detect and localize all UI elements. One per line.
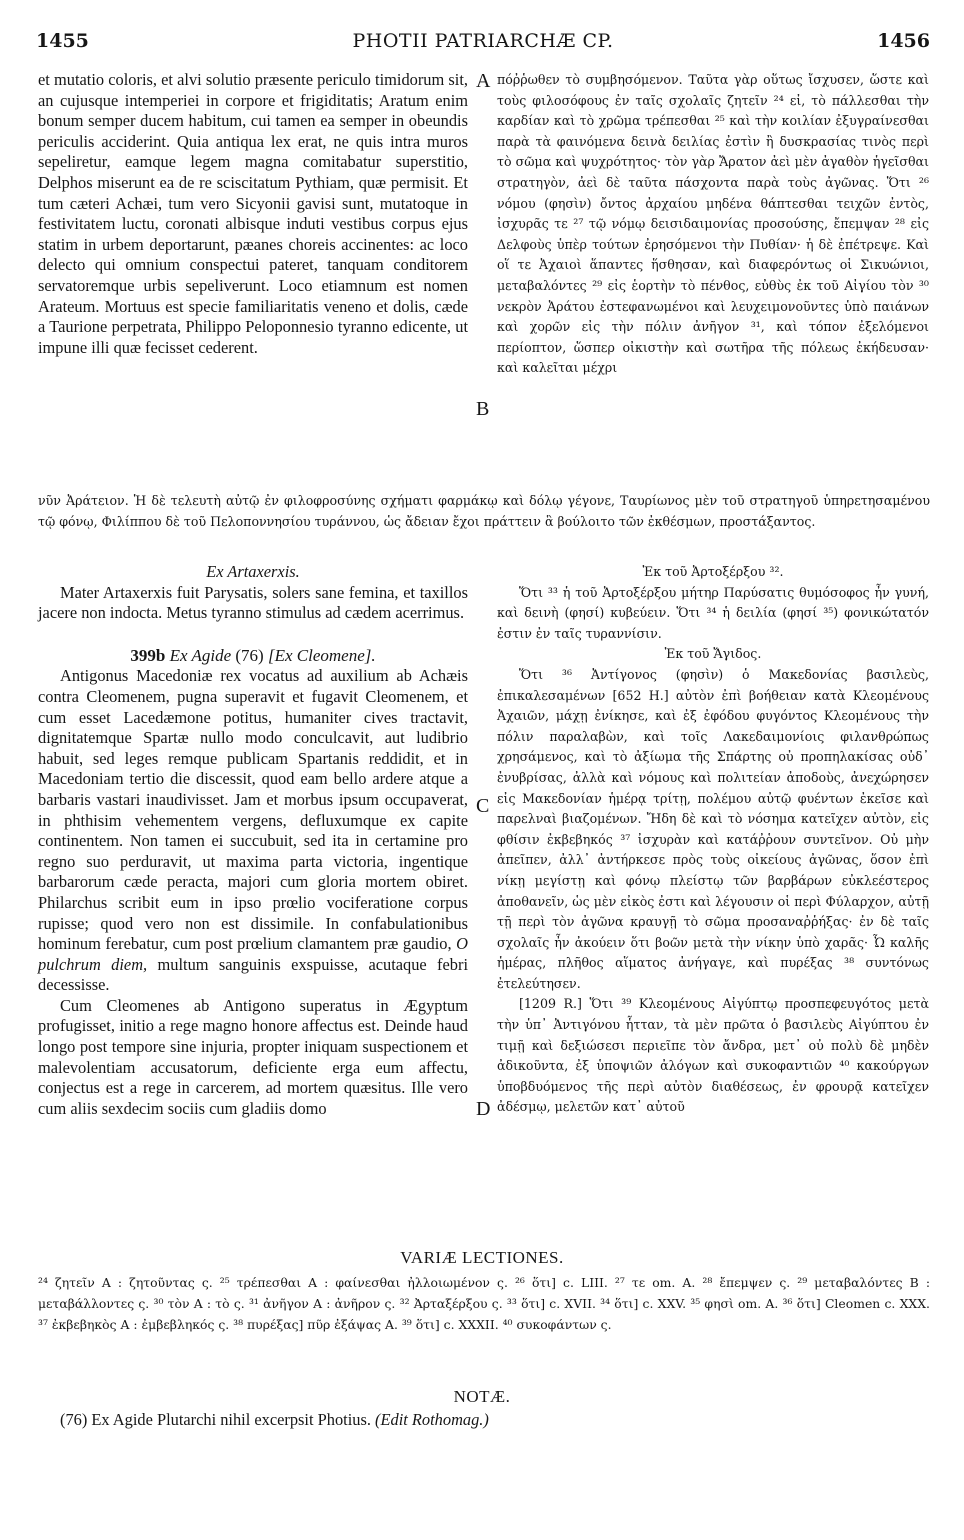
greek-paragraph-parysatis: Ὅτι ³³ ἡ τοῦ Ἀρτοξέρξου μήτηρ Παρύσατις θυμόσοφος ἦν γυνή, καὶ δεινὴ (φησί) κυβεύειν. Ὅτι ³⁴ ἡ δειλία (φησί ³⁵) φονικώτατόν ἐστιν ἐν ταῖς τυραννίσιν. <box>497 584 929 641</box>
greek-paragraph-cleomenes: [1209 R.] Ὅτι ³⁹ Κλεομένους Αἰγύπτῳ προσπεφευγότος μετὰ τὴν ὑπ᾽ Ἀντιγόνου ἧτταν, τὰ μὲν πρῶτα ὁ βασιλεὺς Αἰγύπτου ἐν τιμῇ καὶ δεξιώσεσι περιεῖπε τὸν ἄνδρα, μετ᾽ οὐ πολὺ δὲ μηδὲν ἀδικοῦντα, ἐξ ὑποψιῶν ἀλόγων καὶ συκοφαντιῶν ⁴⁰ κακούργων ὑποβδυόμενος τῆς περὶ αὐτὸν διαθέσεως, ἐν φρουρᾷ κατεῖχεν ἀδέσμῳ, μελετῶν κατ᾽ αὐτοῦ <box>497 996 929 1115</box>
section-number: 399b <box>130 645 166 665</box>
page-header <box>36 30 930 58</box>
column-marker-c: C <box>476 795 490 817</box>
column-marker-d: D <box>476 1098 491 1120</box>
latin-paragraph-cleomenes: Cum Cleomenes ab Antigono superatus in Ægyptum profugisset, initio a rege magno honore affectus est. Deinde haud longo post tempore sine injuria, propter iniquam suspectionem et malevolentiam accusatorum, deficiente erga eum affectu, conjectus est a rege in carcerem, ad mortem quæsitus. Ille vero cum aliis sexdecim sociis cum gladiis domo <box>38 995 468 1118</box>
column-marker-b: B <box>476 398 490 420</box>
column-marker-a: A <box>476 70 491 92</box>
latin-section-heading <box>38 646 468 667</box>
greek-paragraph-antigonus: Ὅτι ³⁶ Ἀντίγονος (φησὶν) ὁ Μακεδονίας βασιλεὺς, ἐπικαλεσαμένων [652 H.] αὐτὸν ἐπὶ βοήθειαν κατὰ Κλεομένους Ἀχαιῶν, μάχῃ ἐνίκησε, καὶ ἐξ ἐφόδου φυγόντος Κλεομένους τὴν πόλιν παραλαβὼν, καὶ τοῖς Λακεδαιμονίοις φιλανθρώπως χρησάμενος, καὶ τὸ ἀξίωμα τῆς Σπάρτης οὐ προπηλακίσας οὐδ᾽ ἐνυβρίσας, ἀλλὰ καὶ νόμους καὶ πολιτείαν ἀποδοὺς, ἀνεχώρησεν εἰς Μακεδονίαν ἡμέρᾳ τρίτῃ, πολέμου αὐτῷ φυέντων ἐκεῖσε καὶ παρελναὶ βιαζομένων. Ἤδη δὲ καὶ τὸ νόσημα κατεῖχεν αὐτὸν, εἰς φθίσιν ἐκβεβηκός ³⁷ ἰσχυρὰν καὶ κατάῤῥουν συντεῖνον. Οὐ μὴν ἀπεῖπεν, ἀλλ᾽ ἀντήρκεσε πρὸς τοὺς οἰκείους ἀγῶνας, ὅσον ἐπὶ νίκῃ μεγίστῃ καὶ φόνῳ πλείστῳ τῶν βαρβάρων εὐκλεέστερος ἀποθανεῖν, ὡς μὲν εἰκὸς ἐστι καὶ λέγουσιν οἱ περὶ Φύλαρχον, αὐτῇ τῇ περὶ τὸν ἀγῶνα κραυγῇ τὸ σῶμα προσαναῤῥήξας· ἐν δὲ ταῖς σχολαῖς ἦν ἀκούειν ὅτι βοῶν μετὰ τὴν νίκην ὑπὸ χαρᾶς· Ὦ καλῆς ἡμέρας, πλῆθος αἵματος ἀνήγαγε, καὶ πυρέξας ³⁸ συντόνως ἐτελεύτησεν. <box>497 666 929 991</box>
page-number-left: 1455 <box>36 30 89 52</box>
latin-exclamation: O pulchrum diem, <box>38 934 468 974</box>
latin-paragraph-parysatis: Mater Artaxerxis fuit Parysatis, solers sane femina, et taxillos jacere non indocta. Metus tyranno stimulus ad cædem acerrimus. <box>38 582 468 623</box>
notae-title: NOTÆ. <box>453 1387 511 1406</box>
latin-heading-ex-artaxerxis: Ex Artaxerxis. <box>206 562 300 581</box>
greek-paragraph-death-of-aratus: νῦν Ἀράτειον. Ἡ δὲ τελευτὴ αὐτῷ ἐν φιλοφροσύνης σχήματι φαρμάκῳ καὶ δόλῳ γέγονε, Ταυρίωνος μὲν τοῦ στρατηγοῦ ὑπηρετησαμένου τῷ φόνῳ, Φιλίππου δὲ τοῦ Πελοποννησίου τυράννου, ὡς ἄδειαν ἔχοι πράττειν ἃ βούλοιτο τῶν ἐκθέσμων, προστάξαντος. <box>38 493 930 529</box>
latin-paragraph-antigonus <box>38 666 468 996</box>
greek-heading-ex-artoxerxou: Ἐκ τοῦ Ἀρτοξέρξου ³². <box>642 564 784 579</box>
variae-lectiones-title: VARIÆ LECTIONES. <box>400 1248 564 1267</box>
section-alt-title: [Ex Cleomene]. <box>267 645 376 665</box>
latin-block-artaxerxes <box>38 562 468 1119</box>
greek-paragraph-aratus: πόῤῥωθεν τὸ συμβησόμενον. Ταῦτα γὰρ οὕτως ἴσχυσεν, ὥστε καὶ τοὺς φιλοσόφους ἐν ταῖς σχολαῖς ζητεῖν ²⁴ εἰ, τὸ πάλλεσθαι τὴν καρδίαν καὶ τὸ χρῶμα τρέπεσθαι ²⁵ καὶ τὴν κοιλίαν ἐξυγραίνεσθαι παρὰ τὰ φαινόμενα δεινὰ δειλίας ἐστὶν ἢ δυσκρασίας τινὸς περὶ τὸ σῶμα καὶ ψυχρότητος· τὸν γὰρ Ἄρατον ἀεὶ μὲν ἀγαθὸν ἡγεῖσθαι στρατηγὸν, ἀεὶ δὲ ταῦτα πάσχοντα παρὰ τοὺς ἀγῶνας. Ὅτι ²⁶ νόμου (φησὶν) ὄντος ἀρχαίου μηδένα θάπτεσθαι τειχῶν ἐντὸς, ἰσχυρᾶς τε ²⁷ τῷ νόμῳ δεισιδαιμονίας προσούσης, ἔπεμψαν ²⁸ εἰς Δελφοὺς ὑπὲρ τούτων ἐρησόμενοι τὴν Πυθίαν· ἡ δὲ ἐπέτρεψε. Καὶ οἵ τε Ἀχαιοὶ ἅπαντες ἥσθησαν, καὶ διαφερόντως οἱ Σικυώνιοι, μεταβαλόντες ²⁹ εἰς ἑορτὴν τὸ πένθος, εὐθὺς ἐκ τοῦ Αἰγίου τὸν ³⁰ νεκρὸν Ἀράτου ἐστεφανωμένοι καὶ λευχειμονοῦντες ὑπὸ παιάνων καὶ χορῶν εἰς τὴν πόλιν ἀνῆγον ³¹, καὶ τόπον ἐξελόμενοι περίοπτον, ὥσπερ οἰκιστὴν καὶ σωτῆρα τῆς πόλεως ἐκήδευσαν· καὶ καλεῖται μέχρι <box>497 72 929 376</box>
greek-block-artaxerxes-agis <box>497 562 929 1118</box>
greek-full-width-continuation <box>38 491 930 532</box>
latin-antigonus-end: multum sanguinis exspuisse, acutaque febri decessisse. <box>38 954 468 995</box>
running-title: PHOTII PATRIARCHÆ CP. <box>352 30 614 52</box>
latin-block-arateum <box>38 70 468 358</box>
greek-block-aratus <box>497 70 929 379</box>
page-number-right: 1456 <box>877 30 930 52</box>
notae-edition: (Edit Rothomag.) <box>375 1410 489 1429</box>
variae-lectiones-text: ²⁴ ζητεῖν A : ζητοῦντας ς. ²⁵ τρέπεσθαι A : φαίνεσθαι ἠλλοιωμένον ς. ²⁶ ὅτι] c. LIII. ²⁷ τε om. A. ²⁸ ἔπεμψεν ς. ²⁹ μεταβαλόντες B : μεταβάλλοντες ς. ³⁰ τὸν A : τὸ ς. ³¹ ἀνῆγον A : ἀνῆρον ς. ³² Ἀρταξέρξου ς. ³³ ὅτι] c. XVII. ³⁴ ὅτι] c. XXV. ³⁵ φησὶ om. A. ³⁶ ὅτι] Cleomen c. XXX. ³⁷ ἐκβεβηκὸς A : ἐμβεβληκός ς. ³⁸ πυρέξας] πῦρ ἐξάψας A. ³⁹ ὅτι] c. XXXII. ⁴⁰ συκοφάντων ς. <box>38 1275 930 1332</box>
section-note-ref: (76) <box>235 645 264 665</box>
notae-body: (76) Ex Agide Plutarchi nihil excerpsit Photius. <box>60 1410 371 1429</box>
section-title: Ex Agide <box>169 645 232 665</box>
latin-antigonus-text: Antigonus Macedoniæ rex vocatus ad auxilium ab Achæis contra Cleomenem, pugna superavit et fugavit Cleomenem, et cum esset Lacedæmone potitus, humaniter cives tractavit, dignitatemque Spartæ nullo modo conculcavit, aut ludibrio habuit, sed leges remque publicam Spartanis reddidit, et in Macedoniam tertio die discessit, quod eam bello ardere atque a barbaris vastari inaudivisset. Jam et morbus ipsum occupaverat, in phthisim vehementem vergens, defluxumque ex capite continentem. Non tamen ei succubuit, sed ita in certamine pro regno suo perduravit, ut maxima parta victoria, ingentique barbarorum cæde peracta, majori cum gloria mortem obiret. Philarchus scribit eum in ipso prœlio vociferatione corpus rupisse; quod vero non est dissimile. In confabulationibus hominum ferebatur, cum post prœlium clamantem præ gaudio, <box>38 666 468 954</box>
greek-heading-ex-agidos: Ἐκ τοῦ Ἄγιδος. <box>664 646 762 662</box>
notae-text <box>60 1410 930 1430</box>
latin-paragraph-aratus: et mutatio coloris, et alvi solutio præsente periculo timidorum sit, an cujusque intemperiei in corpore et frigiditatis; Aratum enim bonum semper ducem habitum, cui tamen ea semper in obeundis periculis acciderint. Quia antiqua lex erat, ne quis intra muros sepeliretur, eamque legem magna comitabatur superstitio, Delphos miserunt ea de re sciscitatum Pythiam, quæ permisit. Et tum cæteri Achæi, tum vero Sicyonii gavisi sunt, mutatoque in festivitatem luctu, coronati albisque induti vestibus corpus ejus statim in urbem deportarunt, pæanes choreis accinentes: ac loco delecto qui omnium conspectui pateret, tanquam conditorem servatoremque urbis sepeliverunt. Loco etiamnum est nomen Arateum. Mortuus est specie familiaritatis veneno et dolis, cæde a Taurione perpetrata, Philippo Peloponnesio tyranno edicente, ut impune illi quæ fecisset cederent. <box>38 70 468 357</box>
